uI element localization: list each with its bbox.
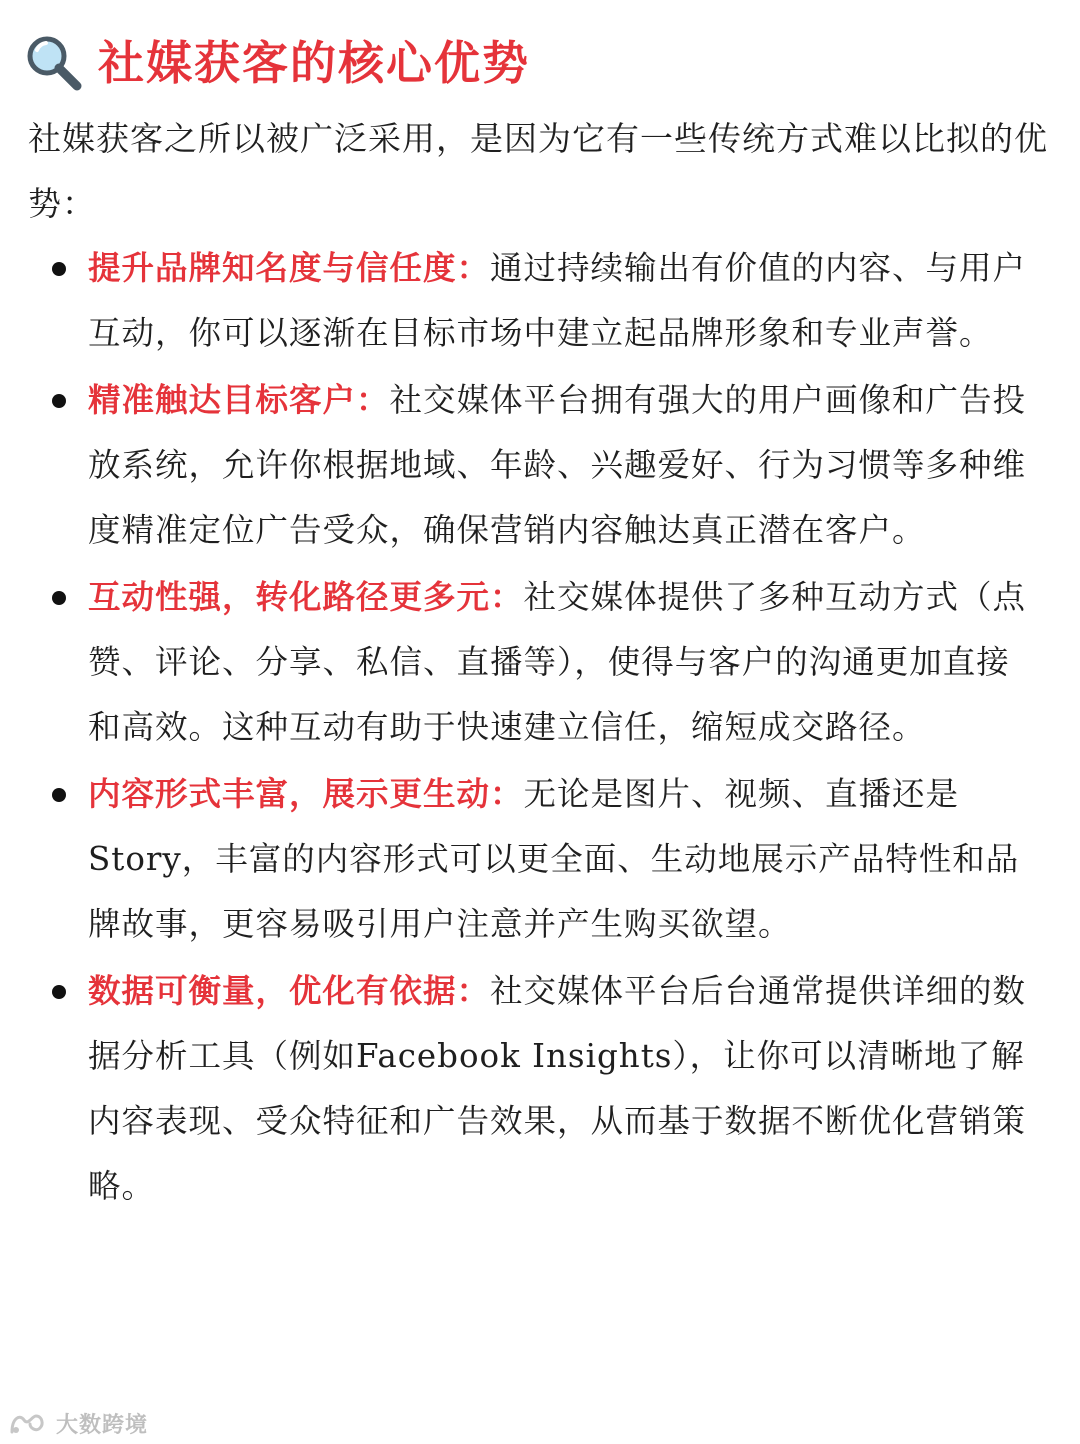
bullet-icon [52, 985, 66, 999]
item-title: 互动性强，转化路径更多元： [88, 578, 524, 616]
item-text: 社交媒体平台后台通常提供详细的数据分析工具（例如Facebook Insights），让你可以清晰地了解内容表现、受众特征和广告效果，从而基于数据不断优化营销策略。 [88, 972, 1027, 1205]
item-text: 通过持续输出有价值的内容、与用户互动，你可以逐渐在目标市场中建立起品牌形象和专业声誉。 [88, 249, 1027, 352]
brand-logo-icon [6, 1408, 50, 1438]
list-item [0, 565, 1040, 760]
intro-paragraph: 社媒获客之所以被广泛采用，是因为它有一些传统方式难以比拟的优势： [28, 119, 1048, 223]
item-text: 社交媒体平台拥有强大的用户画像和广告投放系统，允许你根据地域、年龄、兴趣爱好、行为习惯等多种维度精准定位广告受众，确保营销内容触达真正潜在客户。 [88, 381, 1027, 549]
item-title: 内容形式丰富，展示更生动： [88, 775, 524, 813]
item-title: 精准触达目标客户： [88, 381, 390, 419]
watermark-text: 大数跨境 [56, 1412, 149, 1438]
section-header [24, 28, 530, 98]
watermark [6, 1406, 148, 1440]
item-title: 提升品牌知名度与信任度： [88, 249, 491, 287]
list-item [0, 236, 1040, 366]
list-item [0, 762, 1040, 957]
bullet-icon [52, 591, 66, 605]
bullet-icon [52, 262, 66, 276]
item-text: 无论是图片、视频、直播还是Story，丰富的内容形式可以更全面、生动地展示产品特性和品牌故事，更容易吸引用户注意并产生购买欲望。 [88, 775, 1020, 943]
bullet-icon [52, 788, 66, 802]
magnifying-glass-icon [24, 33, 84, 93]
advantages-list [0, 236, 1080, 1221]
item-text: 社交媒体提供了多种互动方式（点赞、评论、分享、私信、直播等），使得与客户的沟通更加直接和高效。这种互动有助于快速建立信任，缩短成交路径。 [88, 578, 1027, 746]
bullet-icon [52, 394, 66, 408]
list-item [0, 368, 1040, 563]
item-title: 数据可衡量，优化有依据： [88, 972, 491, 1010]
page-title: 社媒获客的核心优势 [98, 36, 530, 90]
list-item [0, 959, 1040, 1219]
